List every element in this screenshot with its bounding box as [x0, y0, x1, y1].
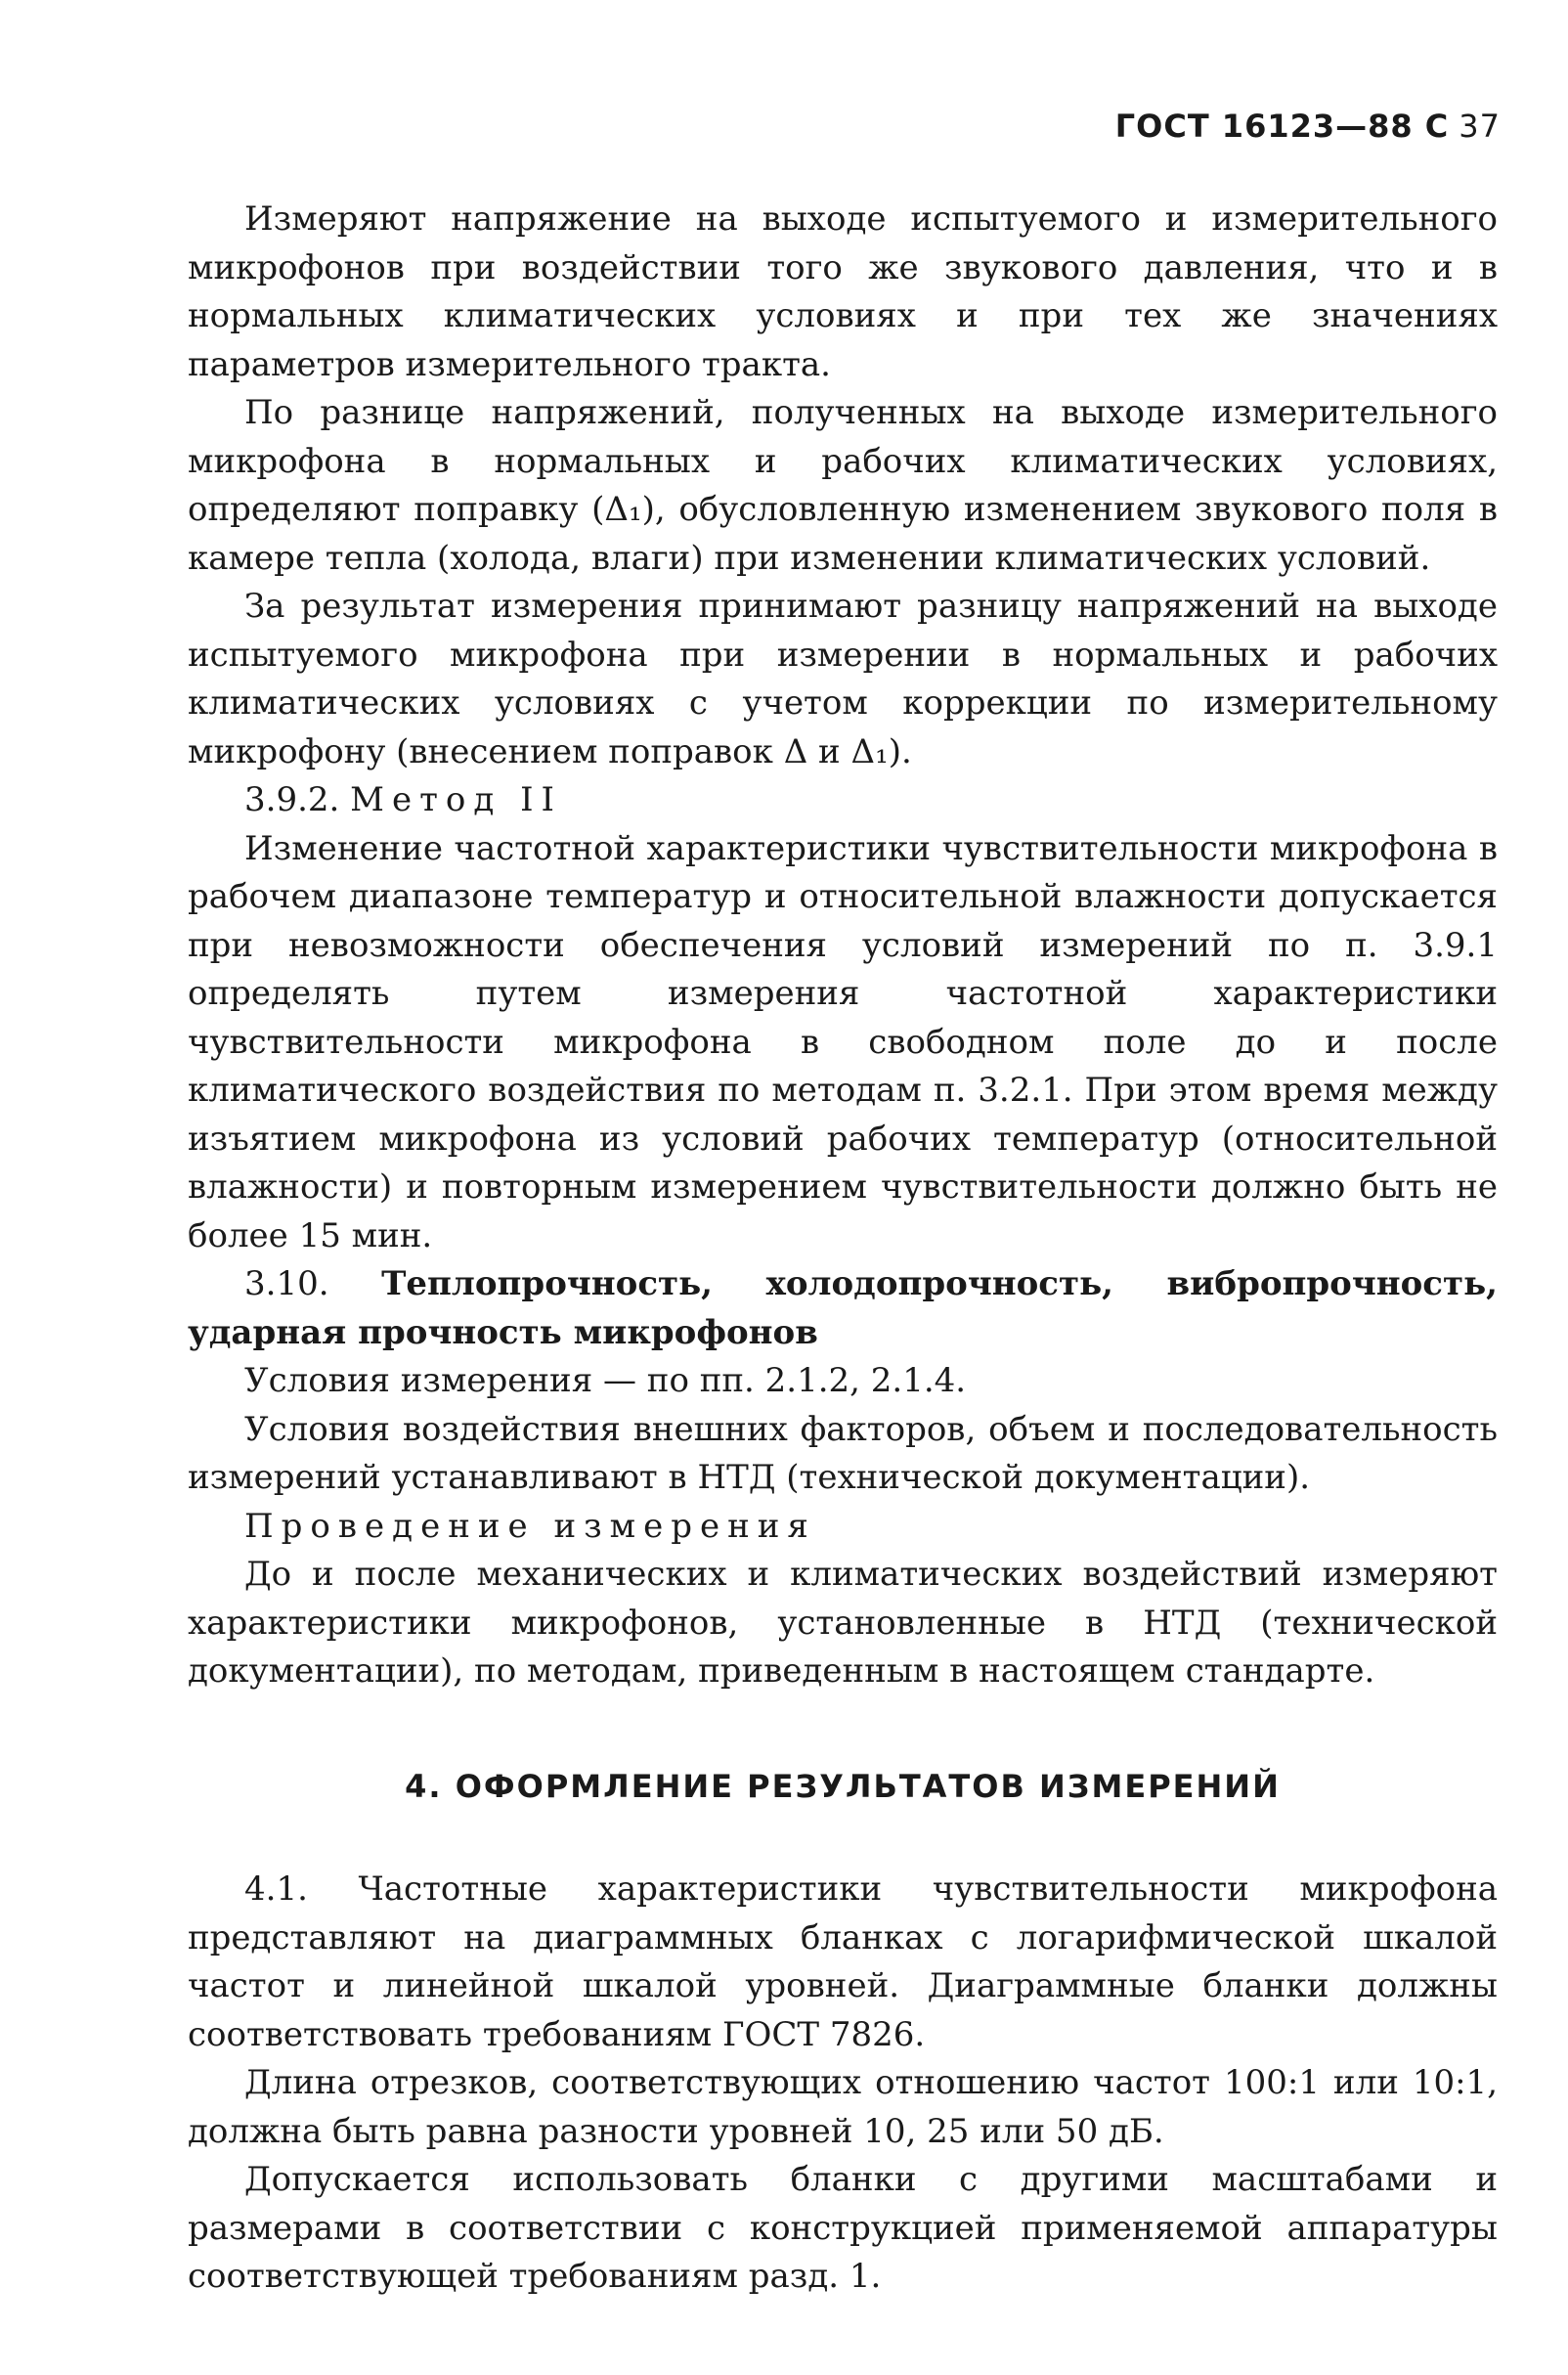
document-body: [188, 196, 1498, 2302]
paragraph-segment-length: Длина отрезков, соответствующих отношению частот 100:1 или 10:1, должна быть равна разности уровней 10, 25 или 50 дБ.: [188, 2063, 1498, 2151]
paragraph-measure-voltage: Измеряют напряжение на выходе испытуемого и измерительного микрофонов при воздействии того же звукового давления, что и в нормальных климатических условиях и при тех же значениях параметров измерительного тракта.: [188, 199, 1498, 384]
clause-3-10-title: Теплопрочность, холодопрочность, вибропрочность, ударная прочность микрофонов: [188, 1264, 1498, 1352]
paragraph-other-scales: Допускается использовать бланки с другими масштабами и размерами в соответствии с конструкцией применяемой аппаратуры соответствующей требованиям разд. 1.: [188, 2160, 1498, 2296]
section-4-title: 4. ОФОРМЛЕНИЕ РЕЗУЛЬТАТОВ ИЗМЕРЕНИЙ: [405, 1767, 1281, 1805]
method-2-heading: [188, 776, 1498, 825]
method-2-number: 3.9.2.: [244, 780, 340, 819]
method-2-title: Метод II: [350, 780, 562, 819]
paragraph-conditions: Условия измерения — по пп. 2.1.2, 2.1.4.: [244, 1361, 967, 1400]
paragraph-before-after: До и после механических и климатических воздействий измеряют характеристики микрофонов, установленные в НТД (технической документации), по методам, приведенным в настоящем стандарте.: [188, 1555, 1498, 1691]
paragraph-voltage-difference: По разнице напряжений, полученных на выходе измерительного микрофона в нормальных и рабочих климатических условиях, определяют поправку (Δ₁), обусловленную изменением звукового поля в камере тепла (холода, влаги) при изменении климатических условий.: [188, 393, 1498, 578]
paragraph-4-1: 4.1. Частотные характеристики чувствительности микрофона представляют на диаграммных бланках с логарифмической шкалой частот и линейной шкалой уровней. Диаграммные бланки должны соответствовать требованиям ГОСТ 7826.: [188, 1869, 1498, 2054]
clause-3-10-number: 3.10.: [244, 1264, 329, 1303]
paragraph-method-2: Изменение частотной характеристики чувствительности микрофона в рабочем диапазоне температур и относительной влажности допускается при невозможности обеспечения условий измерений по п. 3.9.1 определять путем измерения частотной характеристики чувствительности микрофона в свободном поле до и после климатического воздействия по методам п. 3.2.1. При этом время между изъятием микрофона из условий рабочих температур (относительной влажности) и повторным измерением чувствительности должно быть не более 15 мин.: [188, 828, 1498, 1255]
clause-3-10-heading: [188, 1260, 1498, 1357]
paragraph-result: За результат измерения принимают разницу напряжений на выходе испытуемого микрофона при измерении в нормальных и рабочих климатических условиях с учетом коррекции по измерительному микрофону (внесением поправок Δ и Δ₁).: [188, 587, 1498, 771]
page-header: [1115, 108, 1501, 145]
paragraph-external-factors: Условия воздействия внешних факторов, объем и последовательность измерений устанавливают в НТД (технической документации).: [188, 1409, 1498, 1497]
page-number: 37: [1459, 108, 1501, 145]
standard-code: ГОСТ 16123—88 С: [1114, 108, 1450, 145]
paragraph-conducting-heading: Проведение измерения: [244, 1506, 816, 1546]
